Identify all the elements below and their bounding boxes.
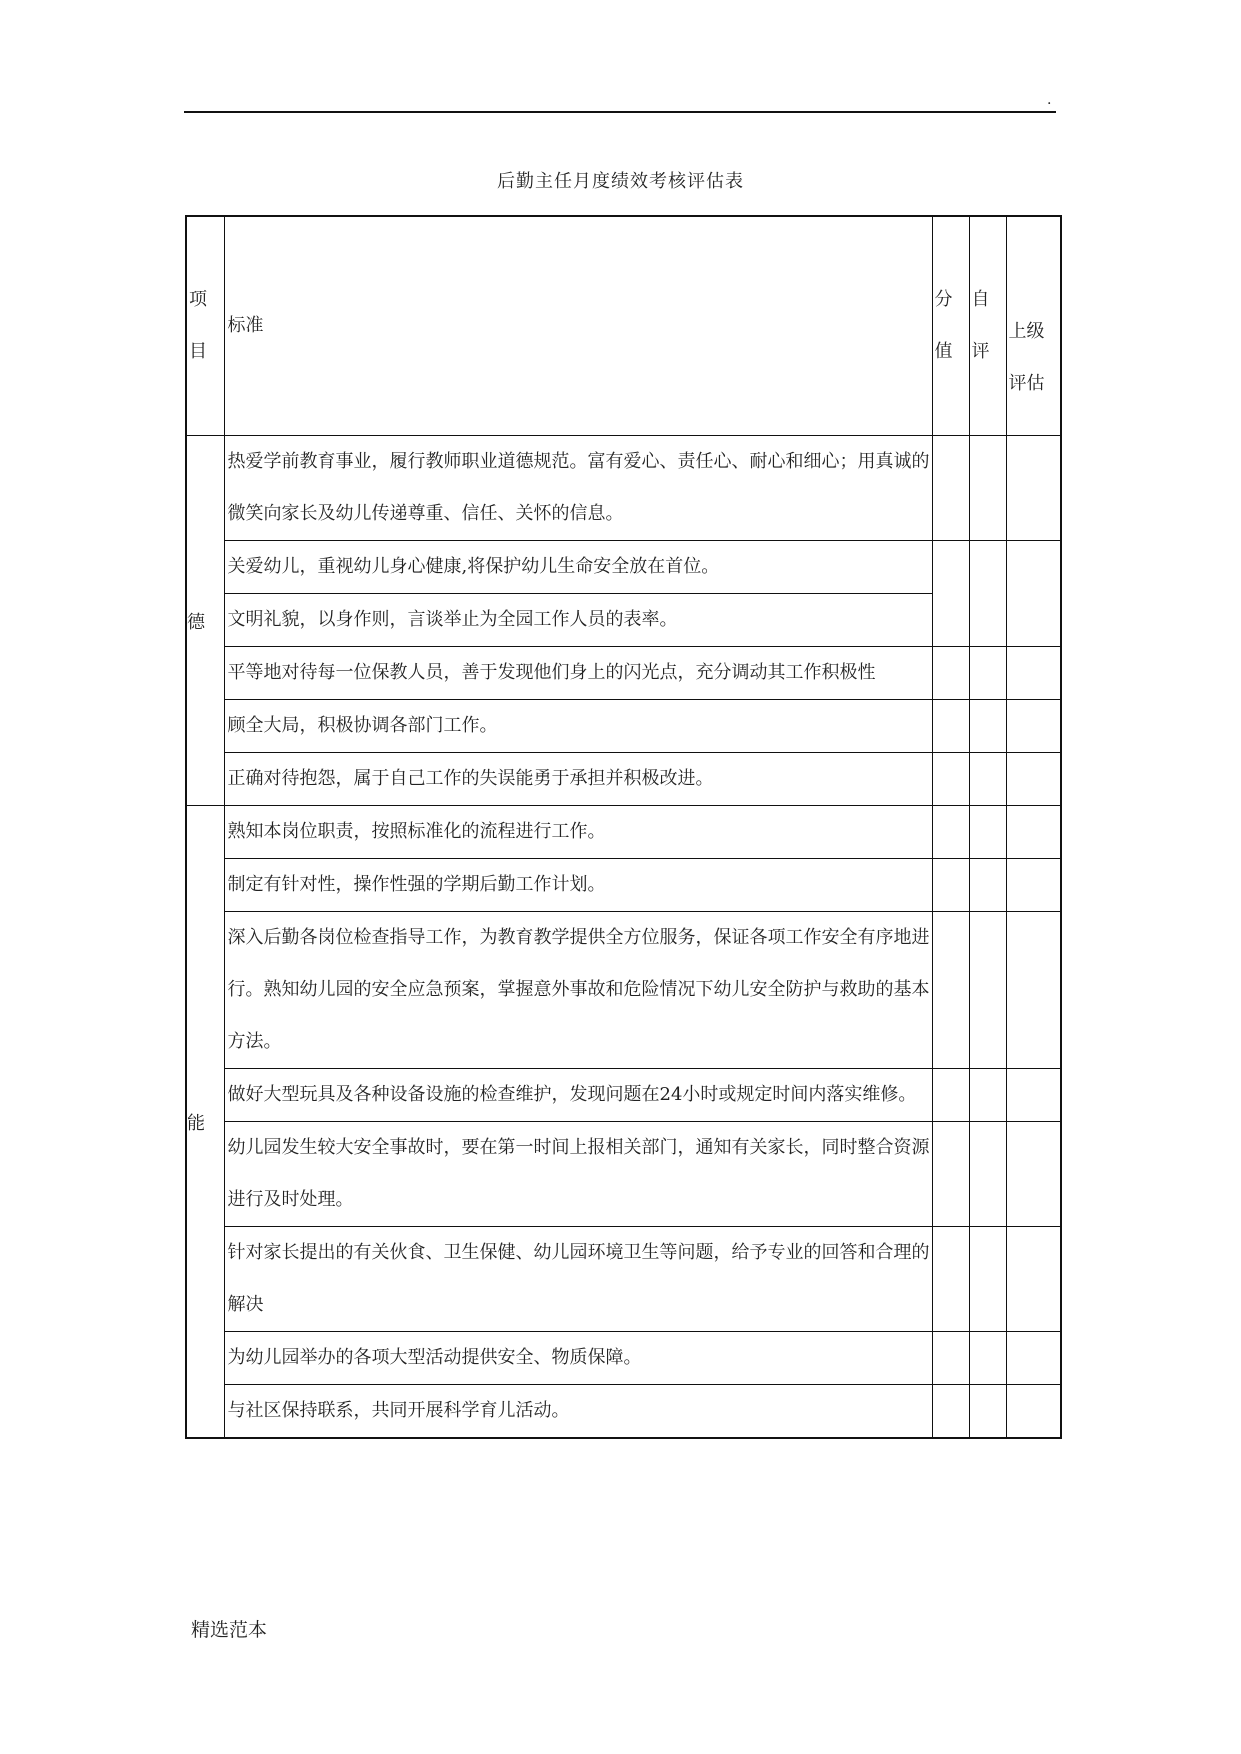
standard-cell	[224, 700, 932, 753]
superior-eval-cell[interactable]	[1006, 436, 1061, 541]
header-self: 自评	[971, 289, 990, 362]
superior-eval-cell[interactable]	[1006, 859, 1061, 912]
standard-cell	[224, 753, 932, 806]
evaluation-table	[185, 215, 1062, 1439]
standard-text: 正确对待抱怨，属于自己工作的失误能勇于承担并积极改进。	[227, 768, 714, 789]
standard-cell	[224, 541, 932, 594]
standard-text: 深入后勤各岗位检查指导工作，为教育教学提供全方位服务，保证各项工作安全有序地进行。熟知幼儿园的安全应急预案，掌握意外事故和危险情况下幼儿安全防护与救助的基本方法。	[227, 927, 930, 1052]
self-eval-cell[interactable]	[969, 806, 1006, 859]
header-score-cell	[932, 216, 969, 436]
superior-eval-cell[interactable]	[1006, 753, 1061, 806]
table-row	[186, 912, 1061, 1069]
score-cell[interactable]	[932, 859, 969, 912]
superior-eval-cell[interactable]	[1006, 1069, 1061, 1122]
table-row	[186, 859, 1061, 912]
score-cell[interactable]	[932, 647, 969, 700]
document-title: 后勤主任月度绩效考核评估表	[497, 171, 744, 192]
standard-cell	[224, 594, 932, 647]
table-row	[186, 1332, 1061, 1385]
superior-eval-cell[interactable]	[1006, 541, 1061, 647]
table-row	[186, 594, 1061, 647]
superior-eval-cell[interactable]	[1006, 647, 1061, 700]
self-eval-cell[interactable]	[969, 700, 1006, 753]
superior-eval-cell[interactable]	[1006, 1385, 1061, 1439]
self-eval-cell[interactable]	[969, 1069, 1006, 1122]
superior-eval-cell[interactable]	[1006, 1227, 1061, 1332]
table-header-row	[186, 216, 1061, 436]
standard-cell	[224, 1332, 932, 1385]
standard-text: 热爱学前教育事业，履行教师职业道德规范。富有爱心、责任心、耐心和细心；用真诚的微笑向家长及幼儿传递尊重、信任、关怀的信息。	[227, 451, 930, 524]
self-eval-cell[interactable]	[969, 912, 1006, 1069]
standard-text: 做好大型玩具及各种设备设施的检查维护，发现问题在24小时或规定时间内落实维修。	[227, 1084, 917, 1105]
standard-cell	[224, 1227, 932, 1332]
standard-cell	[224, 436, 932, 541]
header-score: 分值	[934, 289, 953, 362]
table-row	[186, 436, 1061, 541]
table-row	[186, 541, 1061, 594]
header-standard: 标准	[227, 315, 264, 336]
score-cell[interactable]	[932, 1069, 969, 1122]
header-superior: 上级评估	[1008, 321, 1045, 394]
table-row	[186, 647, 1061, 700]
superior-eval-cell[interactable]	[1006, 912, 1061, 1069]
standard-cell	[224, 1385, 932, 1439]
standard-text: 与社区保持联系，共同开展科学育儿活动。	[227, 1400, 570, 1421]
score-cell[interactable]	[932, 436, 969, 541]
category-label: 能	[187, 1112, 205, 1134]
score-cell[interactable]	[932, 912, 969, 1069]
score-cell[interactable]	[932, 541, 969, 647]
standard-text: 平等地对待每一位保教人员，善于发现他们身上的闪光点，充分调动其工作积极性	[227, 662, 876, 683]
score-cell[interactable]	[932, 1332, 969, 1385]
standard-text: 为幼儿园举办的各项大型活动提供安全、物质保障。	[227, 1347, 642, 1368]
header-standard-cell	[224, 216, 932, 436]
score-cell[interactable]	[932, 1227, 969, 1332]
standard-text: 熟知本岗位职责，按照标准化的流程进行工作。	[227, 821, 606, 842]
standard-text: 关爱幼儿，重视幼儿身心健康,将保护幼儿生命安全放在首位。	[227, 556, 720, 577]
score-cell[interactable]	[932, 1385, 969, 1439]
standard-cell	[224, 1069, 932, 1122]
standard-text: 文明礼貌，以身作则，言谈举止为全园工作人员的表率。	[227, 609, 678, 630]
standard-text: 制定有针对性，操作性强的学期后勤工作计划。	[227, 874, 606, 895]
table-row	[186, 700, 1061, 753]
footer-text: 精选范本	[191, 1619, 268, 1641]
table-row	[186, 1227, 1061, 1332]
score-cell[interactable]	[932, 806, 969, 859]
standard-cell	[224, 1122, 932, 1227]
self-eval-cell[interactable]	[969, 1385, 1006, 1439]
table-row	[186, 1385, 1061, 1439]
self-eval-cell[interactable]	[969, 1122, 1006, 1227]
superior-eval-cell[interactable]	[1006, 1332, 1061, 1385]
category-de-cell	[186, 436, 224, 806]
self-eval-cell[interactable]	[969, 1332, 1006, 1385]
standard-cell	[224, 912, 932, 1069]
standard-cell	[224, 859, 932, 912]
table-row	[186, 1069, 1061, 1122]
header-item-cell	[186, 216, 224, 436]
table-row	[186, 1122, 1061, 1227]
standard-text: 顾全大局，积极协调各部门工作。	[227, 715, 498, 736]
table-row	[186, 806, 1061, 859]
standard-cell	[224, 647, 932, 700]
superior-eval-cell[interactable]	[1006, 700, 1061, 753]
superior-eval-cell[interactable]	[1006, 806, 1061, 859]
self-eval-cell[interactable]	[969, 541, 1006, 647]
header-self-cell	[969, 216, 1006, 436]
self-eval-cell[interactable]	[969, 1227, 1006, 1332]
self-eval-cell[interactable]	[969, 436, 1006, 541]
standard-text: 针对家长提出的有关伙食、卫生保健、幼儿园环境卫生等问题，给予专业的回答和合理的解决	[227, 1242, 930, 1315]
category-neng-cell	[186, 806, 224, 1439]
self-eval-cell[interactable]	[969, 647, 1006, 700]
standard-text: 幼儿园发生较大安全事故时，要在第一时间上报相关部门，通知有关家长，同时整合资源进行及时处理。	[227, 1137, 930, 1210]
self-eval-cell[interactable]	[969, 753, 1006, 806]
score-cell[interactable]	[932, 700, 969, 753]
table-row	[186, 753, 1061, 806]
standard-cell	[224, 806, 932, 859]
self-eval-cell[interactable]	[969, 859, 1006, 912]
superior-eval-cell[interactable]	[1006, 1122, 1061, 1227]
header-rule	[184, 111, 1056, 113]
header-superior-cell	[1006, 216, 1061, 436]
header-mark: .	[1047, 92, 1052, 108]
header-item: 项目	[189, 289, 207, 362]
score-cell[interactable]	[932, 1122, 969, 1227]
score-cell[interactable]	[932, 753, 969, 806]
category-label: 德	[187, 611, 205, 633]
